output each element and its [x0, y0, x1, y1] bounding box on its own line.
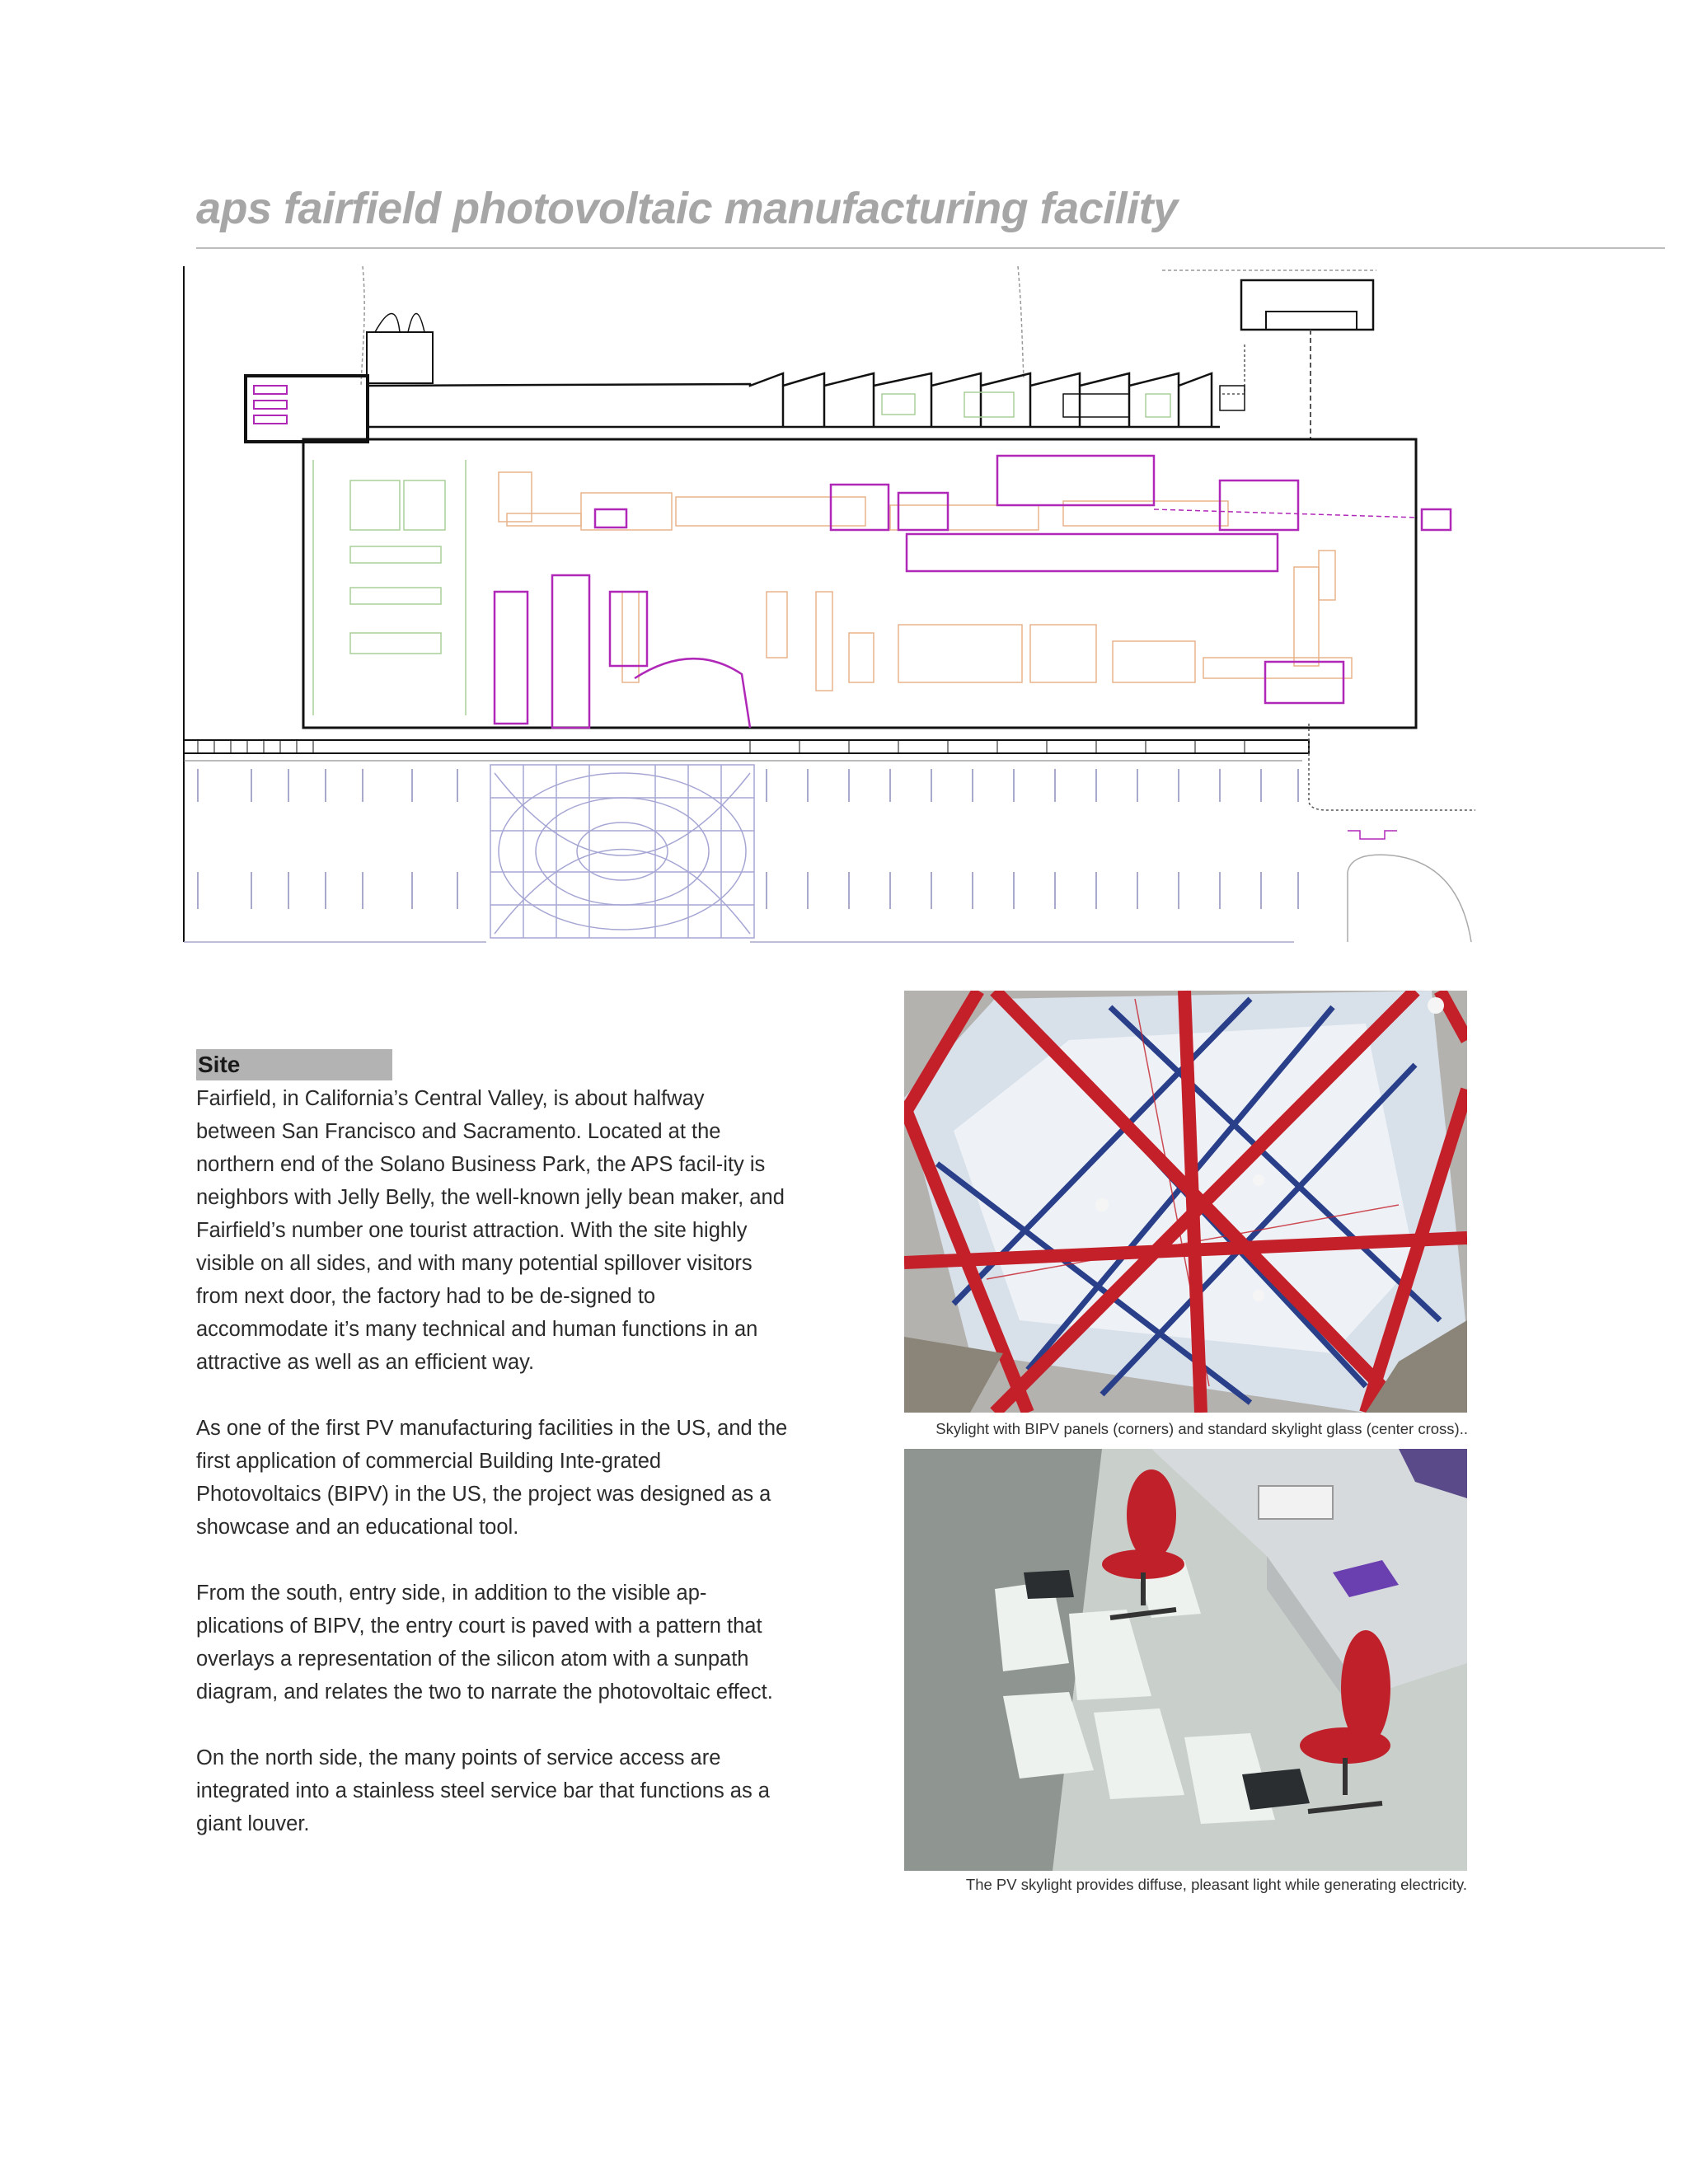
paragraph-site-location: Fairfield, in California’s Central Valley, is about halfway between San Francisco and Sacramento. Located at the northern end of the Solano Business Park, the APS facil-ity is neighbors with Jelly Belly, the well-known jelly bean maker, and Fairfield’s number one tourist attraction. With the site highly visible on all sides, and with many potential spillover visitors from next door, the factory had to be de-signed to accommodate it’s many technical and human functions in an attractive as well as an efficient way. — [196, 1087, 785, 1374]
interior-light-caption: The PV skylight provides diffuse, pleasant light while generating electricity. — [965, 1876, 1467, 1893]
skylight-caption: Skylight with BIPV panels (corners) and standard skylight glass (center cross).. — [935, 1420, 1468, 1437]
paragraph-service-bar: On the north side, the many points of service access are integrated into a stainless steel service bar that functions as a giant louver. — [196, 1746, 770, 1835]
paragraph-bipv-showcase: As one of the first PV manufacturing facilities in the US, and the first application of commercial Building Inte-grated Photovoltaics (BIPV) in the US, the project was designed as a showcase and an educational tool. — [196, 1417, 788, 1539]
section-label: Site — [196, 1049, 392, 1080]
body-text — [196, 1082, 790, 1873]
paragraph-entry-court: From the south, entry side, in addition to the visible ap-plications of BIPV, the entry court is paved with a pattern that overlays a representation of the silicon atom with a sunpath diagram, and relates the two to narrate the photovoltaic effect. — [196, 1582, 773, 1704]
page-title: aps fairfield photovoltaic manufacturing facility — [196, 184, 1178, 233]
interior-light-photo — [904, 1449, 1467, 1871]
title-divider — [196, 247, 1665, 249]
site-plan-drawing — [173, 262, 1475, 946]
skylight-photo — [904, 991, 1467, 1413]
